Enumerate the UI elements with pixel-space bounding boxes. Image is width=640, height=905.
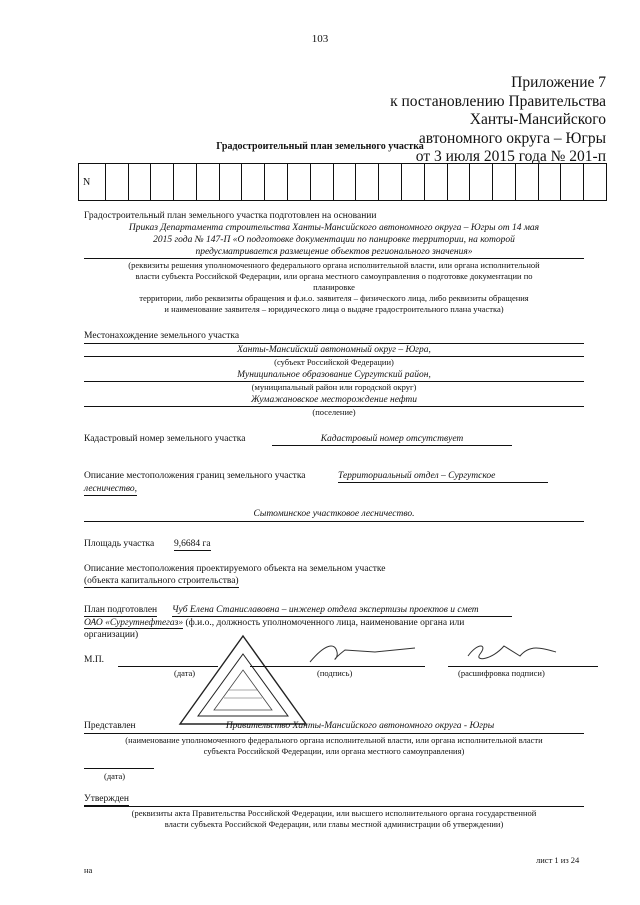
divider: [84, 258, 584, 259]
annex-line: автономного округа – Югры: [418, 129, 606, 147]
annex-line: к постановлению Правительства: [390, 92, 606, 110]
approved-label: Утвержден: [84, 794, 129, 804]
prepared-label: План подготовлен: [84, 605, 158, 615]
mp-label: М.П.: [84, 655, 105, 665]
boundaries-label: Описание местоположения границ земельного участка: [84, 471, 306, 481]
signature-icon: [305, 638, 425, 668]
location-district: Муниципальное образование Сургутский район,: [84, 369, 584, 382]
number-cell: [219, 164, 242, 200]
prepared-value: Чуб Елена Станиславовна – инженер отдела экспертизы проектов и смет: [172, 604, 512, 617]
approved-caption: власти субъекта Российской Федерации, или главы местной администрации об утверждении): [164, 819, 504, 829]
number-cell: [492, 164, 515, 200]
basis-caption: планировке: [313, 282, 355, 292]
number-cell: [469, 164, 492, 200]
number-cell: [150, 164, 173, 200]
presented-value: Правительство Ханты-Мансийского автономного округа - Югры: [225, 721, 495, 731]
decoding-caption: (расшифровка подписи): [458, 668, 545, 678]
basis-value: 2015 года № 147-П «О подготовке документации по панировке территории, на которой: [153, 235, 515, 245]
location-settlement-caption: (поселение): [312, 407, 356, 417]
number-cell: [378, 164, 401, 200]
prepared-caption: (ф.и.о., должность уполномоченного лица, наименование органа или: [185, 618, 465, 628]
location-settlement: Жумажановское месторождение нефти: [84, 394, 584, 407]
basis-caption: и наименование заявителя – юридического лица о выдаче градостроительного плана участка): [164, 304, 504, 314]
date-caption: (дата): [174, 668, 196, 678]
prepared-organization: ОАО «Сургутнефтегаз»: [84, 618, 184, 628]
number-cell: [105, 164, 128, 200]
presented-date-caption: (дата): [104, 771, 126, 781]
basis-caption: территории, либо реквизиты обращения и ф.и.о. заявителя – физического лица, либо реквизиты обращения: [139, 293, 529, 303]
document-title: Градостроительный план земельного участка: [216, 141, 424, 152]
cadastral-label: Кадастровый номер земельного участка: [84, 434, 246, 444]
number-cell: [401, 164, 424, 200]
number-cell: [196, 164, 219, 200]
number-cell: [287, 164, 310, 200]
cadastral-value: Кадастровый номер отсутствует: [272, 433, 512, 446]
presented-caption: (наименование уполномоченного федерального органа исполнительной власти, или органа исполнительной власти: [125, 735, 543, 745]
boundaries-value: лесничество,: [84, 484, 137, 494]
number-cell: [447, 164, 470, 200]
location-subject: Ханты-Мансийский автономный округ – Югра,: [84, 344, 584, 357]
basis-caption: (реквизиты решения уполномоченного федерального органа исполнительной власти, или органа исполнительной: [128, 260, 540, 270]
stamp-icon: [176, 632, 310, 728]
number-cell: [355, 164, 378, 200]
presented-label: Представлен: [84, 721, 136, 731]
basis-intro: Градостроительный план земельного участка подготовлен на основании: [84, 211, 377, 221]
number-cell: [128, 164, 151, 200]
boundaries-value: Сытоминское участковое лесничество.: [253, 509, 415, 519]
date-line: [84, 768, 154, 769]
annex-header: [276, 74, 606, 167]
basis-caption: власти субъекта Российской Федерации, или органа местного самоуправления о подготовке документации по: [135, 271, 533, 281]
number-cell: [333, 164, 356, 200]
number-cell: [560, 164, 583, 200]
approved-caption: (реквизиты акта Правительства Российской Федерации, или высшего исполнительного органа государственной: [131, 808, 537, 818]
number-cell: [264, 164, 287, 200]
divider: [84, 521, 584, 522]
location-district-caption: (муниципальный район или городской округ): [251, 382, 417, 392]
object-label: Описание местоположения проектируемого объекта на земельном участке: [84, 564, 386, 574]
prepared-line2: [84, 617, 464, 629]
sheet-number: лист 1 из 24: [536, 855, 580, 865]
number-cell: [173, 164, 196, 200]
object-label-caption: (объекта капитального строительства): [84, 576, 239, 586]
number-cell: [424, 164, 447, 200]
signature-caption: (подпись): [317, 668, 353, 678]
number-cell: [310, 164, 333, 200]
area-label: Площадь участка: [84, 539, 155, 549]
annex-line: от 3 июля 2015 года № 201-п: [415, 148, 606, 165]
annex-line: Приложение 7: [511, 74, 606, 91]
page-number: 103: [311, 33, 329, 45]
number-cell: [515, 164, 538, 200]
number-label: N: [83, 176, 91, 188]
number-cell: [538, 164, 561, 200]
footer-left: на: [84, 865, 93, 875]
annex-line: Ханты-Мансийского: [469, 111, 606, 128]
divider: [84, 733, 584, 734]
plan-number-grid: [78, 163, 607, 201]
number-cell: [241, 164, 264, 200]
location-label: Местонахождение земельного участка: [84, 331, 240, 341]
date-line: [118, 666, 218, 667]
prepared-caption: организации): [84, 630, 139, 640]
basis-value: предусматривается размещение объектов регионального значения»: [195, 247, 473, 257]
number-cell: [583, 164, 606, 200]
basis-value: Приказ Департамента строительства Ханты-Мансийского автономного округа – Югры от 14 мая: [128, 223, 540, 233]
location-subject-caption: (субъект Российской Федерации): [274, 357, 394, 367]
presented-caption: субъекта Российской Федерации, или органа местного самоуправления): [203, 746, 465, 756]
divider: [84, 806, 584, 807]
area-value: 9,6684 га: [174, 539, 211, 549]
signature-icon: [460, 638, 570, 668]
boundaries-value: Территориальный отдел – Сургутское: [338, 470, 548, 483]
